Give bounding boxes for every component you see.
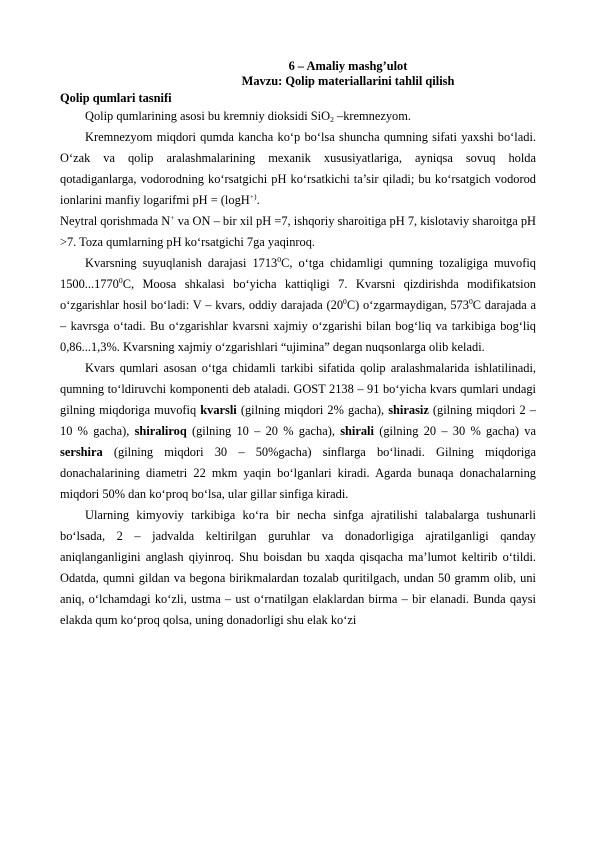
paragraph-1: Qolip qumlarining asosi bu kremniy dioksidi SiO$_2$ –kremnezyom.	[85, 109, 411, 124]
section-title: Qolip qumlari tasnifi	[60, 91, 172, 105]
paragraph-5: Kvars qumlari asosan o‘tga chidamli tarkibi sifatida qolip aralashmalarida ishlatilinadi, qumning to‘ldiruvchi komponenti deb ataladi. GOST 2138 – 91 bo‘yicha kvars qumlari undagi gilning miqdoriga muvofiq kvarsli (gilning miqdori 2% gacha), shirasiz (gilning miqdori 2 – 10 % gacha), shiraliroq (gilning 10 – 20 % gacha), shirali (gilning 20 – 30 % gacha) va sershira (gilning miqdori 30 – 50%gacha) sinflarga bo‘linadi. Gilning miqdoriga donachalarining diametri 22 mkm yaqin bo‘lganlari kiradi. Agarda bunaqa donachalarning miqdori 50% dan ko‘proq bo‘lsa, ular gillar sinfiga kiradi.	[60, 361, 536, 501]
topic-title: Mavzu: Qolip materiallarini tahlil qilish	[241, 73, 455, 88]
paragraph-4: Kvarsning suyuqlanish darajasi 1713$^0$C, o‘tga chidamligi qumning tozaligiga muvofiq 1500...1770$^0$C, Moosa shkalasi bo‘yicha kattiqligi 7. Kvarsni qizdirishda modifikatsion o‘zgarishlar hosil bo‘ladi: V – kvars, oddiy darajada $(20^0C)$ o‘zgarmaydigan, $573^0C$ darajada a – kavrsga o‘tadi. Bu o‘zgarishlar kvarsni xajmiy o‘zgarishi bilan bog‘liq va tarkibiga bog‘liq 0,86...1,3%. Kvarsning xajmiy o‘zgarishlari “ujimina” degan nuqsonlarga olib keladi.	[60, 255, 537, 354]
paragraph-2: Kremnezyom miqdori qumda kancha ko‘p bo‘lsa shuncha qumning sifati yaxshi bo‘ladi. O‘zak va qolip aralashmalarining mexanik xususiyatlariga, ayniqsa sovuq holda qotadiganlarga, vodorodning ko‘rsatgichi pH ko‘rsatkichi ta’sir qiladi; bu ko‘rsatgich vodorod ionlarini manfiy logarifmi pH = (logH+).	[60, 130, 536, 207]
document-header	[60, 59, 536, 88]
document-body	[60, 90, 536, 631]
lab-title: 6 – Amaliy mashg’ulot	[288, 59, 408, 73]
paragraph-3: Neytral qorishmada N+ va ON – bir xil pH =7, ishqoriy sharoitiga pH 7, kislotaviy sharoitga pH >7. Toza qumlarning pH ko‘rsatgichi 7ga yaqinroq.	[60, 213, 536, 249]
paragraph-6: Ularning kimyoviy tarkibiga ko‘ra bir necha sinfga ajratilishi talabalarga tushunarli bo‘lsada, 2 – jadvalda keltirilgan guruhlar va donadorligiga ajratilganligi qanday aniqlanganligini anglash qiyinroq. Shu boisdan bu xaqda qisqacha ma’lumot keltirib o‘tildi. Odatda, qumni gildan va begona birikmalardan tozalab quritilgach, undan 50 gramm olib, uni aniq, o‘lchamdagi ko‘zli, ustma – ust o‘rnatilgan elaklardan birma – bir elanadi. Bunda qaysi elakda qum ko‘proq qolsa, uning donadorligi shu elak ko‘zi	[60, 508, 536, 627]
